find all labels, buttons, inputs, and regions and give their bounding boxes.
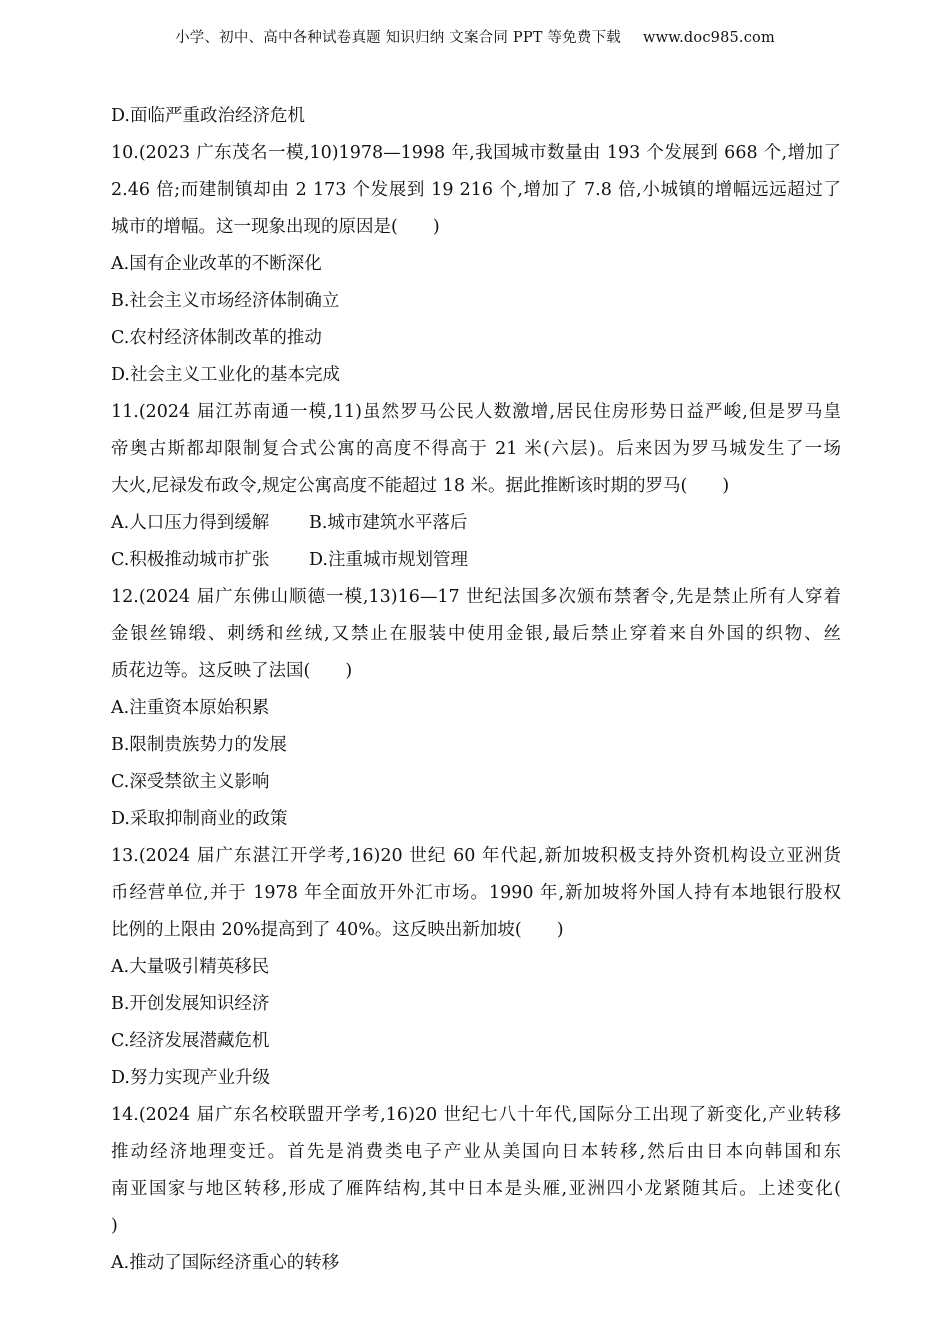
question-line: 12.(2024 届广东佛山顺德一模,13)16—17 世纪法国多次颁布禁奢令,先是禁止所有人穿着 <box>111 587 841 607</box>
option-line: D.采取抑制商业的政策 <box>111 809 288 829</box>
question-line: 帝奥古斯都却限制复合式公寓的高度不得高于 21 米(六层)。后来因为罗马城发生了一场 <box>111 439 841 459</box>
option-line: C.农村经济体制改革的推动 <box>111 328 322 348</box>
question-line: ) <box>111 1216 118 1236</box>
question-line: 质花边等。这反映了法国( ) <box>111 661 353 681</box>
option-line: B.限制贵族势力的发展 <box>111 735 287 755</box>
option-line: A.注重资本原始积累 <box>111 698 270 718</box>
option-c: C.积极推动城市扩张 <box>111 550 270 570</box>
question-line: 2.46 倍;而建制镇却由 2 173 个发展到 19 216 个,增加了 7.8 倍,小城镇的增幅远远超过了 <box>111 180 841 200</box>
question-line: 10.(2023 广东茂名一模,10)1978—1998 年,我国城市数量由 193 个发展到 668 个,增加了 <box>111 143 841 163</box>
question-line: 南亚国家与地区转移,形成了雁阵结构,其中日本是头雁,亚洲四小龙紧随其后。上述变化( <box>111 1179 841 1199</box>
page-header <box>0 26 950 47</box>
option-line: A.大量吸引精英移民 <box>111 957 270 977</box>
document-body <box>111 98 841 1282</box>
option-line: D.努力实现产业升级 <box>111 1068 270 1088</box>
option-a: A.人口压力得到缓解 <box>111 513 270 533</box>
option-line: D.社会主义工业化的基本完成 <box>111 365 340 385</box>
option-line: B.社会主义市场经济体制确立 <box>111 291 340 311</box>
option-line: A.推动了国际经济重心的转移 <box>111 1253 340 1273</box>
header-url[interactable]: www.doc985.com <box>642 30 775 46</box>
option-pair <box>111 542 841 579</box>
question-line: 城市的增幅。这一现象出现的原因是( ) <box>111 217 440 237</box>
header-text: 小学、初中、高中各种试卷真题 知识归纳 文案合同 PPT 等免费下载 <box>175 30 621 46</box>
question-line: 币经营单位,并于 1978 年全面放开外汇市场。1990 年,新加坡将外国人持有本地银行股权 <box>111 883 841 903</box>
question-line: 金银丝锦缎、刺绣和丝绒,又禁止在服装中使用金银,最后禁止穿着来自外国的织物、丝 <box>111 624 841 644</box>
option-line: C.深受禁欲主义影响 <box>111 772 270 792</box>
question-line: 14.(2024 届广东名校联盟开学考,16)20 世纪七八十年代,国际分工出现了新变化,产业转移 <box>111 1105 841 1125</box>
option-b: B.城市建筑水平落后 <box>309 513 468 533</box>
question-line: 推动经济地理变迁。首先是消费类电子产业从美国向日本转移,然后由日本向韩国和东 <box>111 1142 841 1162</box>
option-line: A.国有企业改革的不断深化 <box>111 254 322 274</box>
question-line: 比例的上限由 20%提高到了 40%。这反映出新加坡( ) <box>111 920 564 940</box>
option-pair <box>111 505 841 542</box>
option-line: C.经济发展潜藏危机 <box>111 1031 270 1051</box>
option-line: B.开创发展知识经济 <box>111 994 270 1014</box>
question-line: 11.(2024 届江苏南通一模,11)虽然罗马公民人数激增,居民住房形势日益严峻,但是罗马皇 <box>111 402 841 422</box>
option-d: D.注重城市规划管理 <box>309 550 468 570</box>
question-line: 大火,尼禄发布政令,规定公寓高度不能超过 18 米。据此推断该时期的罗马( ) <box>111 476 730 496</box>
option-line: D.面临严重政治经济危机 <box>111 106 305 126</box>
question-line: 13.(2024 届广东湛江开学考,16)20 世纪 60 年代起,新加坡积极支持外资机构设立亚洲货 <box>111 846 841 866</box>
